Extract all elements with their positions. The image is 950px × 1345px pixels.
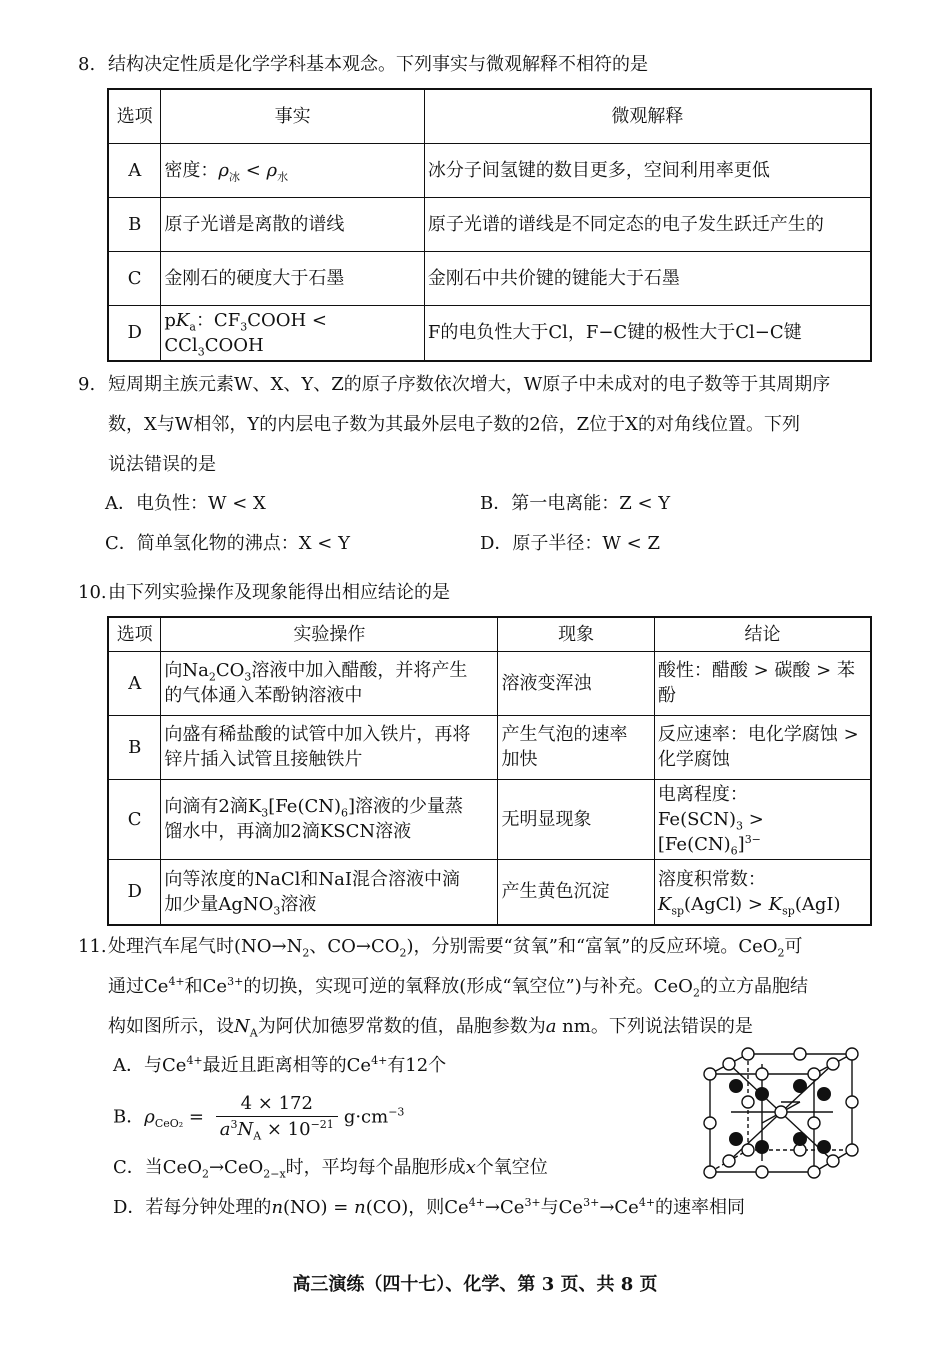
cerium-atoms [704, 1048, 858, 1178]
q11-stem: 11.处理汽车尾气时($NO\to N_2$、$CO\to CO_2$)，分别需要“贫氧”和“富氧”的反应环境。CeO$_2$可 通过$Ce^{4+}$和$Ce^{3+}$的切换，实现可逆的氧释放(形成“氧空位”)与补充。CeO$_2$的立方晶胞结 构如图所示，设$N_A$为阿伏加德罗常数的值，晶胞参数为a nm。下列说法错误的是 [78, 927, 878, 1047]
page-footer: 高三演练（四十七）、化学、第 3 页、共 8 页 [292, 1274, 658, 1295]
q9-option-c: C．简单氢化物的沸点：X < Y [105, 533, 350, 554]
q10-stem: 10.由下列实验操作及现象能得出相应结论的是 [78, 573, 878, 613]
table-row: B 向盛有稀盐酸的试管中加入铁片，再将 锌片插入试管且接触铁片 产生气泡的速率 加快 反应速率：电化学腐蚀 > 化学腐蚀 [108, 715, 871, 779]
q9-stem: 9. 短周期主族元素W、X、Y、Z的原子序数依次增大，W原子中未成对的电子数等于其周期序 数，X与W相邻，Y的内层电子数为其最外层电子数的2倍，Z位于X的对角线位置。下列 说法错误的是 [78, 365, 878, 485]
q9-number: 9. [78, 374, 96, 395]
table-row: D 向等浓度的NaCl和NaI混合溶液中滴 加少量AgNO$_3$溶液 产生黄色沉淀 溶度积常数： $K_{sp}(AgCl) > K_{sp}(AgI)$ [108, 859, 871, 925]
q10-table [107, 616, 872, 926]
table-header-row: 选项 事实 微观解释 [108, 89, 871, 143]
q11-number: 11. [78, 936, 107, 957]
q8-number: 8. [78, 54, 96, 75]
table-row: B 原子光谱是离散的谱线 原子光谱的谱线是不同定态的电子发生跃迁产生的 [108, 197, 871, 251]
table-header-row: 选项 实验操作 现象 结论 [108, 617, 871, 651]
q9-option-b: B．第一电离能：Z < Y [480, 493, 671, 514]
q8-table [107, 88, 872, 362]
q11-option-c: C．当CeO$_2$→CeO$_{2-x}$时，平均每个晶胞形成x个氧空位 [113, 1157, 548, 1181]
table-row: A 向$Na_2CO_3$溶液中加入醋酸，并将产生 的气体通入苯酚钠溶液中 溶液变浑浊 酸性：醋酸 > 碳酸 > 苯酚 [108, 651, 871, 715]
q11-option-d: D．若每分钟处理的n(NO) = n(CO)，则$Ce^{4+}\to Ce^{3+}$与$Ce^{3+}\to Ce^{4+}$的速率相同 [113, 1196, 746, 1218]
q11-option-b: B．$\rho_{CeO_2}$ = $\frac{4 \times 172}{a^3N_A \times 10^{-21}}$ $g\cdot cm^{-3}$ [113, 1093, 405, 1143]
density-fraction: $\frac{4 \times 172}{a^3N_A \times 10^{-21}}$ [216, 1092, 338, 1143]
table-row: C 金刚石的硬度大于石墨 金刚石中共价键的键能大于石墨 [108, 251, 871, 305]
table-row: D $pK_a$：$CF_3COOH$ < CCl$_3$COOH F的电负性大于Cl，F−C键的极性大于Cl−C键 [108, 305, 871, 361]
q8-stem: 8. 结构决定性质是化学学科基本观念。下列事实与微观解释不相符的是 [78, 45, 878, 85]
ceo2-unit-cell-figure [696, 1044, 866, 1194]
table-row: A 密度：$\rho_冰 < \rho_水$ 冰分子间氢键的数目更多，空间利用率更低 [108, 143, 871, 197]
q10-number: 10. [78, 582, 107, 603]
q9-option-d: D．原子半径：W < Z [480, 533, 660, 554]
q11-option-a: A．与$Ce^{4+}$最近且距离相等的$Ce^{4+}$有12个 [113, 1054, 447, 1076]
table-row: C 向滴有2滴$K_3[Fe(CN)_6]$溶液的少量蒸 馏水中，再滴加2滴KSCN溶液 无明显现象 电离程度： $Fe(SCN)_3 > [Fe(CN)_6]^{3-}$ [108, 779, 871, 859]
q9-option-a: A．电负性：W < X [105, 493, 266, 514]
